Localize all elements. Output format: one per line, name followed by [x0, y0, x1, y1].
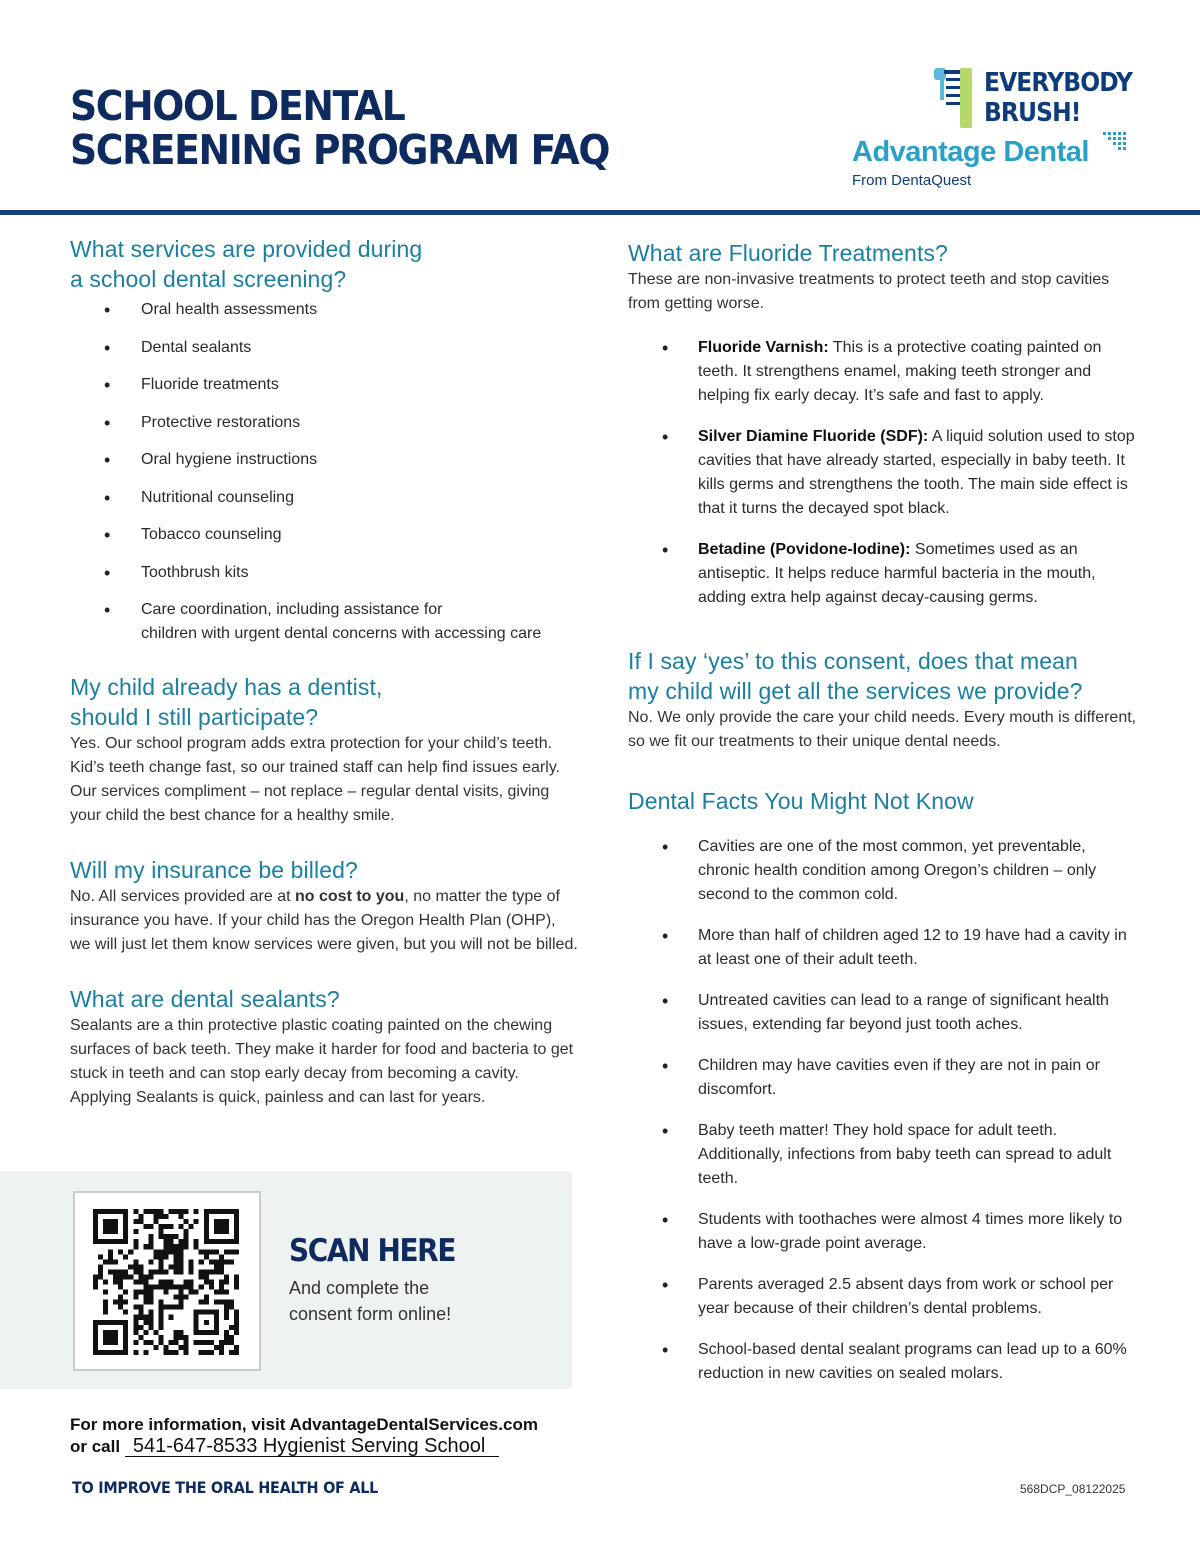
list-item: • Dental sealants — [70, 336, 580, 360]
list-item: • Children may have cavities even if they are not in pain or discomfort. — [628, 1054, 1138, 1102]
footer-contact — [70, 1414, 610, 1458]
scan-here-text: And complete the consent form online! — [289, 1278, 452, 1324]
list-item: • More than half of children aged 12 to 19 have had a cavity in at least one of their adult teeth. — [628, 924, 1138, 972]
services-heading: What services are provided during a school dental screening? — [70, 236, 423, 292]
left-column — [70, 234, 580, 1110]
fluoride-intro: These are non-invasive treatments to protect teeth and stop cavities from getting worse. — [628, 271, 1110, 312]
fluoride-heading: What are Fluoride Treatments? — [628, 240, 948, 266]
dentist-heading: My child already has a dentist, should I still participate? — [70, 674, 383, 730]
facts-heading: Dental Facts You Might Not Know — [628, 788, 974, 814]
list-item: • Untreated cavities can lead to a range of significant health issues, extending far beyond just tooth aches. — [628, 989, 1138, 1037]
title-line-1: SCHOOL DENTAL — [70, 82, 405, 130]
phone-number[interactable]: 541-647-8533 Hygienist Serving School — [125, 1436, 499, 1457]
list-item: • Cavities are one of the most common, yet preventable, chronic health condition among Oregon’s children – only second to the common cold. — [628, 835, 1138, 907]
list-item: • Oral health assessments — [70, 298, 580, 322]
list-item: • Oral hygiene instructions — [70, 448, 580, 472]
qr-code[interactable] — [73, 1191, 261, 1371]
dentist-section — [70, 672, 580, 828]
insurance-heading: Will my insurance be billed? — [70, 857, 358, 883]
brand-subtitle: From DentaQuest — [852, 172, 972, 189]
list-item: • Students with toothaches were almost 4 times more likely to have a low-grade point average. — [628, 1208, 1138, 1256]
fluoride-list — [628, 336, 1138, 610]
document-code: 568DCP_08122025 — [1020, 1482, 1126, 1496]
list-item: • Nutritional counseling — [70, 486, 580, 510]
consent-section — [628, 646, 1138, 754]
facts-list — [628, 835, 1138, 1386]
list-item: • Toothbrush kits — [70, 561, 580, 585]
list-item: • School-based dental sealant programs can lead up to a 60% reduction in new cavities on sealed molars. — [628, 1338, 1138, 1386]
header-divider — [0, 210, 1200, 215]
list-item: • Baby teeth matter! They hold space for adult teeth. Additionally, infections from baby teeth can spread to adult teeth. — [628, 1119, 1138, 1191]
facts-section — [628, 786, 1138, 1386]
list-item: • Tobacco counseling — [70, 523, 580, 547]
insurance-section — [70, 855, 580, 957]
consent-answer: No. We only provide the care your child needs. Every mouth is different, so we fit our treatments to their unique dental needs. — [628, 709, 1137, 750]
right-column — [628, 238, 1138, 1403]
list-item: • Silver Diamine Fluoride (SDF): A liquid solution used to stop cavities that have already started, especially in baby teeth. It kills germs and strengthens the tooth. The main side effect is that it turns the decayed spot black. — [628, 425, 1138, 521]
qr-panel — [0, 1171, 572, 1389]
toothbrush-icon — [932, 66, 978, 130]
brand-name: Advantage Dental — [852, 136, 1089, 168]
sealants-answer: Sealants are a thin protective plastic coating painted on the chewing surfaces of back teeth. They make it harder for food and bacteria to get stuck in teeth and can stop early decay from becoming a cavity. Applying Sealants is quick, painless and can last for years. — [70, 1017, 574, 1106]
logo-wordmark: EVERYBODY BRUSH! — [984, 68, 1133, 128]
list-item: • Parents averaged 2.5 absent days from work or school per year because of their children’s dental problems. — [628, 1273, 1138, 1321]
list-item: • Care coordination, including assistance for children with urgent dental concerns with accessing care — [70, 598, 580, 646]
list-item: • Fluoride Varnish: This is a protective coating painted on teeth. It strengthens enamel, making teeth stronger and helping fix early decay. It’s safe and fast to apply. — [628, 336, 1138, 408]
services-list — [70, 298, 580, 646]
services-section — [70, 234, 580, 646]
qr-code-icon — [93, 1209, 239, 1355]
footer-slogan: TO IMPROVE THE ORAL HEALTH OF ALL — [72, 1478, 379, 1497]
page-title — [70, 84, 609, 172]
list-item: • Fluoride treatments — [70, 373, 580, 397]
consent-heading: If I say ‘yes’ to this consent, does that mean my child will get all the services we provide? — [628, 648, 1083, 704]
title-line-2: SCREENING PROGRAM FAQ — [70, 126, 610, 174]
fluoride-section — [628, 238, 1138, 610]
brand-dots-icon — [1103, 132, 1127, 150]
list-item: • Protective restorations — [70, 411, 580, 435]
sealants-section — [70, 984, 580, 1110]
dentist-answer: Yes. Our school program adds extra protection for your child’s teeth. Kid’s teeth change fast, so our trained staff can help find issues early. Our services compliment – not replace – regular dental visits, giving your child the best chance for a healthy smile. — [70, 735, 561, 824]
list-item: • Betadine (Povidone-Iodine): Sometimes used as an antiseptic. It helps reduce harmful bacteria in the mouth, adding extra help against decay-causing germs. — [628, 538, 1138, 610]
footer-website-line: For more information, visit AdvantageDentalServices.com — [70, 1415, 538, 1434]
sealants-heading: What are dental sealants? — [70, 986, 340, 1012]
insurance-answer: No. All services provided are at no cost to you, no matter the type of insurance you have. If your child has the Oregon Health Plan (OHP), we will just let them know services were given, but you will not be billed. — [70, 888, 578, 953]
scan-here-title: SCAN HERE — [289, 1233, 456, 1269]
everybody-brush-logo — [852, 66, 1133, 196]
footer-call-line: or call 541-647-8533 Hygienist Serving School — [70, 1436, 610, 1458]
